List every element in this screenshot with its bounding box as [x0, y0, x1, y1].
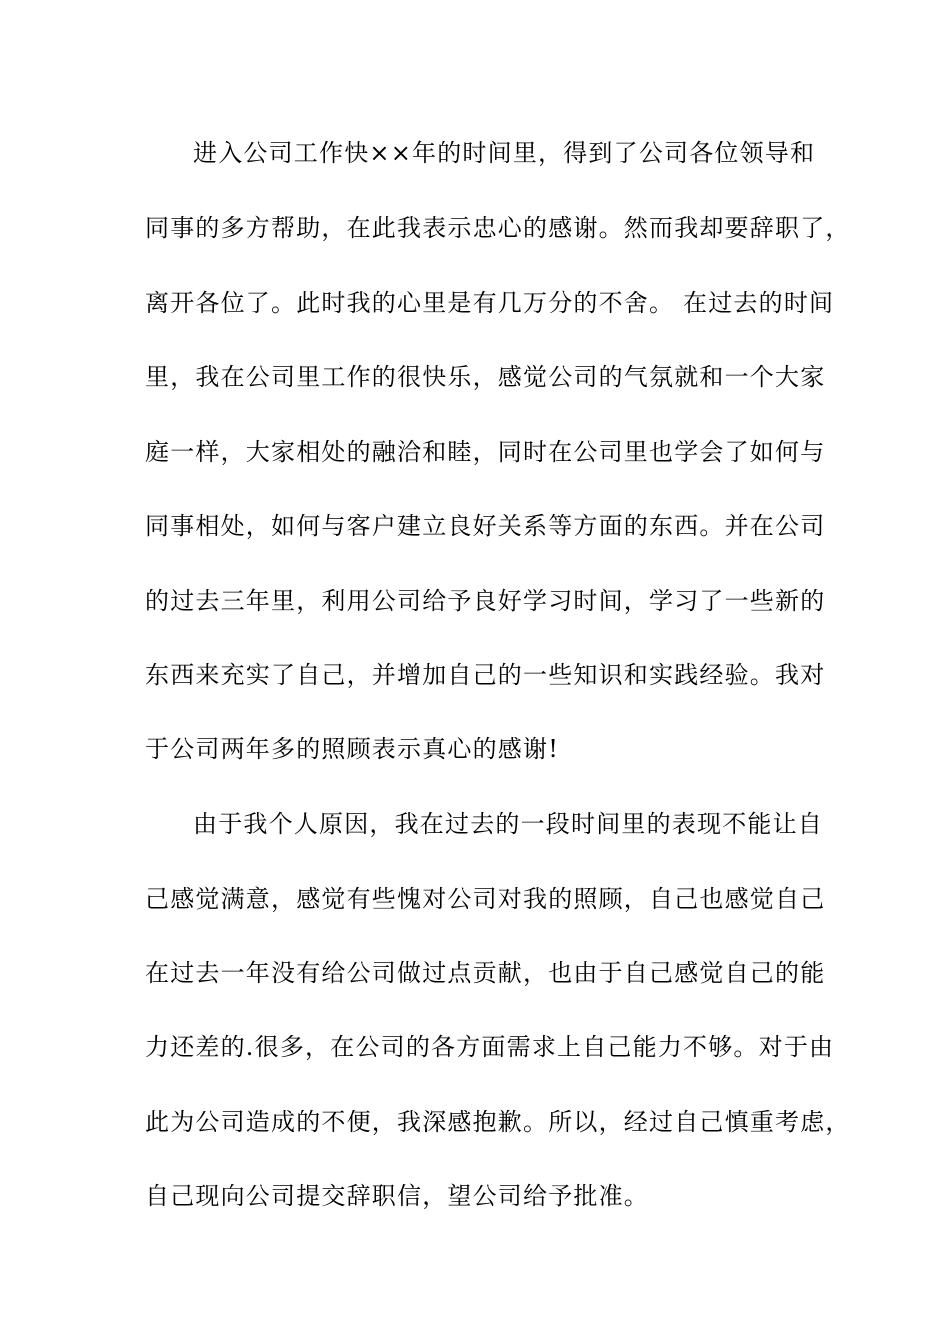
paragraph-1-line-7: 的过去三年里，利用公司给予良好学习时间，学习了一些新的 — [145, 587, 826, 615]
paragraph-2-line-1: 由于我个人原因，我在过去的一段时间里的表现不能让自 — [193, 810, 823, 838]
paragraph-2-line-2: 己感觉满意，感觉有些愧对公司对我的照顾，自己也感觉自己 — [145, 885, 826, 913]
paragraph-1-line-4: 里，我在公司里工作的很快乐，感觉公司的气氛就和一个大家 — [145, 363, 826, 391]
paragraph-1-line-2: 同事的多方帮助，在此我表示忠心的感谢。然而我却要辞职了， — [145, 214, 851, 242]
paragraph-1-line-1: 进入公司工作快××年的时间里，得到了公司各位领导和 — [193, 139, 816, 167]
paragraph-1-line-3: 离开各位了。此时我的心里是有几万分的不舍。 在过去的时间 — [145, 289, 835, 317]
paragraph-2-line-3: 在过去一年没有给公司做过点贡献，也由于自己感觉自己的能 — [145, 959, 826, 987]
paragraph-2-line-4: 力还差的.很多，在公司的各方面需求上自己能力不够。对于由 — [145, 1033, 835, 1061]
paragraph-1-line-5: 庭一样，大家相处的融洽和睦，同时在公司里也学会了如何与 — [145, 438, 826, 466]
paragraph-2-line-5: 此为公司造成的不便，我深感抱歉。所以，经过自己慎重考虑， — [145, 1108, 851, 1136]
paragraph-1-line-9: 于公司两年多的照顾表示真心的感谢! — [145, 735, 560, 763]
paragraph-2-line-6: 自己现向公司提交辞职信，望公司给予批准。 — [145, 1182, 649, 1210]
paragraph-1-line-6: 同事相处，如何与客户建立良好关系等方面的东西。并在公司 — [145, 512, 826, 540]
paragraph-1-line-8: 东西来充实了自己，并增加自己的一些知识和实践经验。我对 — [145, 661, 826, 689]
